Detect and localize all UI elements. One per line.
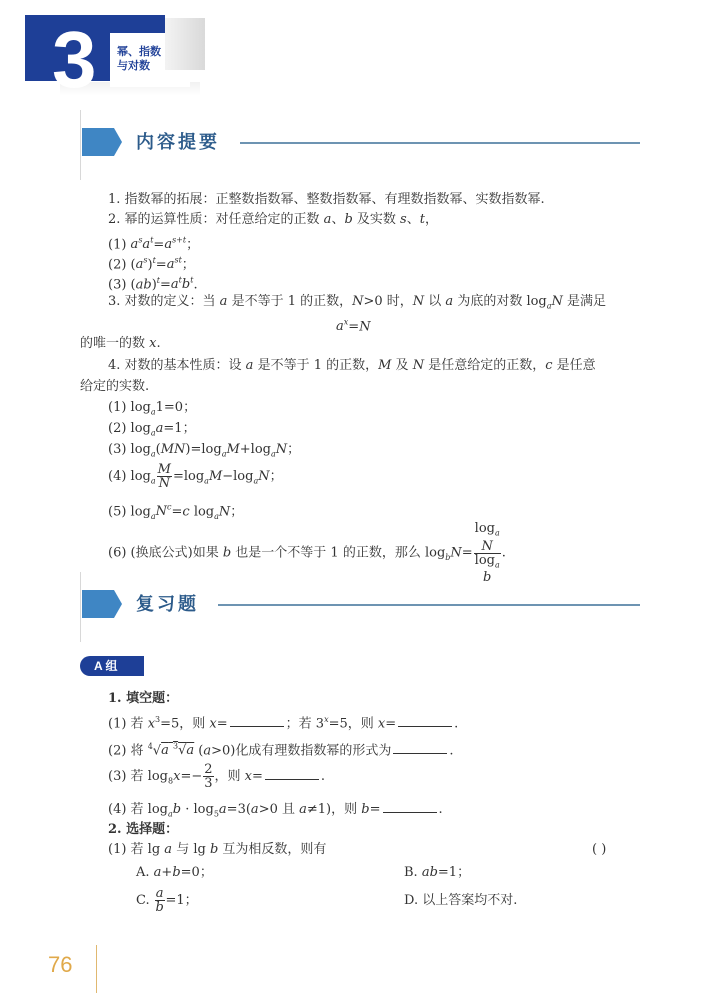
chapter-title	[117, 45, 161, 73]
option-b[interactable]: B. ab=1；	[404, 865, 471, 880]
log-property-5: (5) $\log_aN^c=c$ $\log_aN$；	[108, 503, 244, 521]
option-c[interactable]: C. $\frac{a}{b}$ =1；	[136, 886, 198, 915]
margin-line	[80, 110, 81, 180]
question-1-label: 1. 填空题：	[108, 691, 179, 706]
page-number: 76	[48, 952, 73, 977]
log-property-4: (4) $\log_a$ $\frac{M}{N}$ $=\log_aM-\log_aN$；	[108, 462, 283, 491]
summary-item-4-cont: 给定的实数.	[80, 379, 150, 394]
chapter-title-line2: 与对数	[117, 60, 150, 72]
margin-line	[80, 572, 81, 642]
chapter-title-line1: 幂、指数	[117, 46, 161, 58]
log-property-6: (6) (换底公式)如果 b 也是一个不等于 1 的正数，那么 $\log_bN=$ $\log_a$ N $\log_a$ b .	[108, 521, 506, 586]
power-rule-1: (1) $a^sa^t=a^{s+t}$；	[108, 236, 200, 253]
answer-blank[interactable]	[383, 801, 437, 813]
summary-item-4: 4. 对数的基本性质：设 a 是不等于 1 的正数，M 及 N 是任意给定的正数，c 是任意	[108, 358, 596, 373]
answer-bracket[interactable]: ( )	[592, 842, 607, 857]
arrow-icon	[82, 128, 122, 156]
section-title: 复习题	[136, 594, 199, 614]
power-rule-3: (3) $(ab)^t=a^tb^t$.	[108, 276, 198, 293]
arrow-icon	[82, 590, 122, 618]
answer-blank[interactable]	[265, 768, 319, 780]
section-header-summary	[80, 120, 640, 164]
chapter-badge	[25, 15, 165, 104]
chapter-number: 3	[52, 15, 95, 104]
question-2-title	[108, 820, 668, 840]
group-a-badge: A 组	[80, 656, 144, 676]
option-a[interactable]: A. a+b=0；	[136, 865, 213, 880]
option-d[interactable]: D. 以上答案均不对.	[404, 893, 518, 908]
question-2-1: (1) 若 lg a 与 lg b 互为相反数，则有	[108, 842, 327, 857]
section-rule	[240, 142, 640, 144]
question-1-title	[108, 689, 668, 709]
question-1-4: (4) 若 $\log_ab \cdot \log_5a=3(a>0$ 且 a≠1)，则 b= .	[108, 802, 443, 819]
section-title: 内容提要	[136, 132, 220, 152]
question-1-1: (1) 若 $x^3=5$，则 x= ；若 $3^x=5$，则 x= .	[108, 715, 459, 732]
question-1-2: (2) 将 $^4$√a $^3$√a (a>0)化成有理数指数幂的形式为 .	[108, 742, 454, 759]
page-number-divider	[96, 945, 97, 993]
section-rule	[218, 604, 640, 606]
summary-item-1: 1. 指数幂的拓展：正整数指数幂、整数指数幂、有理数指数幂、实数指数幂.	[108, 192, 545, 207]
log-property-3: (3) $\log_a(MN)=\log_aM+\log_aN$；	[108, 442, 301, 459]
question-2-label: 2. 选择题：	[108, 822, 179, 837]
chapter-badge-gradient	[165, 18, 205, 70]
answer-blank[interactable]	[398, 715, 452, 727]
summary-item-2: 2. 幂的运算性质：对任意给定的正数 a、b 及实数 s、t，	[108, 212, 438, 227]
summary-item-3: 3. 对数的定义：当 a 是不等于 1 的正数，N>0 时，N 以 a 为底的对数 $\log_aN$ 是满足	[108, 294, 607, 311]
log-definition-formula: $a^x=N$	[336, 318, 371, 335]
answer-blank[interactable]	[393, 742, 447, 754]
answer-blank[interactable]	[230, 715, 284, 727]
summary-item-3-cont: 的唯一的数 x.	[80, 336, 161, 351]
log-property-2: (2) $\log_aa=1$；	[108, 421, 196, 438]
power-rule-2: (2) $(a^s)^t=a^{st}$；	[108, 256, 195, 273]
log-property-1: (1) $\log_a1=0$；	[108, 400, 197, 417]
question-1-3: (3) 若 $\log_8x=-$ $\frac{2}{3}$ ，则 x= .	[108, 762, 326, 791]
section-header-review	[80, 582, 640, 626]
